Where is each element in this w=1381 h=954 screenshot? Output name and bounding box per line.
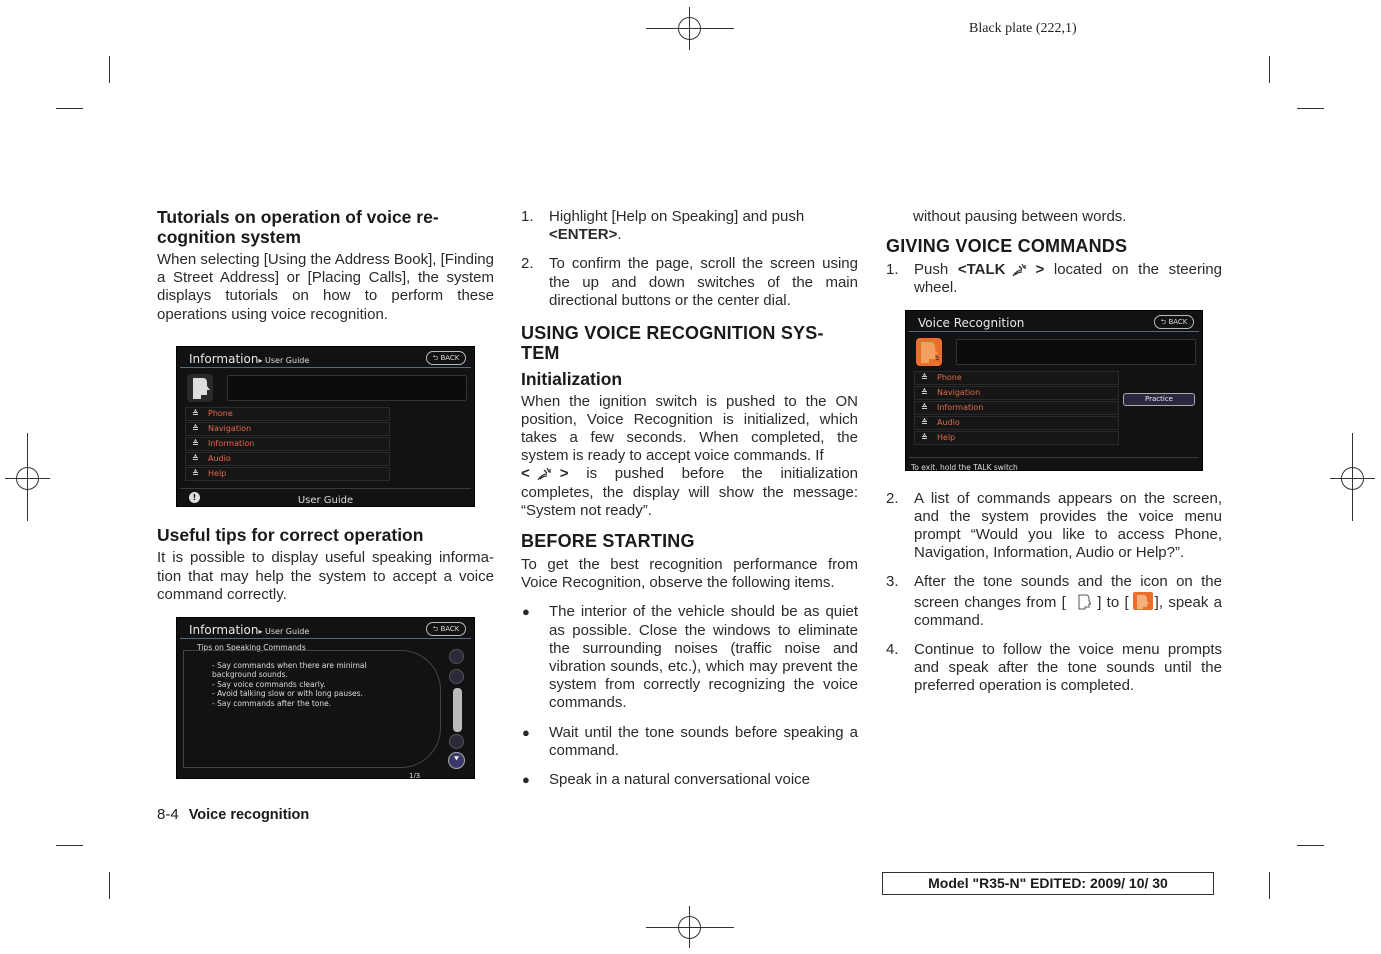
menu-item-phone[interactable]: ≙ Phone bbox=[914, 371, 1119, 385]
user-guide-label: User Guide bbox=[297, 494, 354, 506]
section-giving-voice-commands: GIVING VOICE COMMANDS bbox=[886, 236, 1128, 257]
bullet-item: ● The interior of the vehicle should be as quiet as possible. Close the windows to eliminate the surrounding noises (traffic noise and vibration sounds, etc.), which may prevent the system from correctly recognizing the voice commands. bbox=[522, 603, 858, 712]
info-icon: ! bbox=[189, 492, 200, 503]
before-starting-paragraph: To get the best recognition performance from Voice Recognition, observe the following items. bbox=[521, 555, 858, 592]
tips-panel bbox=[183, 650, 441, 768]
menu-item-information[interactable]: ≙ Information bbox=[914, 401, 1119, 415]
scroll-up-icon[interactable] bbox=[449, 649, 464, 664]
page-number: 8-4 bbox=[157, 806, 179, 823]
voice-head-icon bbox=[187, 374, 213, 402]
screen-title: Voice Recognition bbox=[918, 315, 1025, 330]
bullet-item: ● Wait until the tone sounds before speaking a command. bbox=[522, 723, 858, 759]
back-button[interactable]: ⮌ BACK bbox=[1154, 315, 1194, 329]
step-1: 1. Highlight [Help on Speaking] and push <ENTER>. bbox=[521, 208, 805, 244]
step-3: 3. After the tone sounds and the icon on the screen changes from [ ] to [ ], speak a command. bbox=[886, 573, 1223, 629]
back-button[interactable]: ⮌ BACK bbox=[426, 351, 466, 365]
talk-switch-icon bbox=[1011, 263, 1029, 277]
menu-item-audio[interactable]: ≙ Audio bbox=[914, 416, 1119, 430]
user-guide-screen bbox=[176, 346, 475, 507]
talk-switch-icon bbox=[536, 467, 554, 481]
scroll-down-step-icon[interactable] bbox=[449, 734, 464, 749]
useful-tips-paragraph: It is possible to display useful speaking informa-tion that may help the system to accept a voice command correctly. bbox=[157, 549, 494, 603]
menu-item-navigation[interactable]: ≙ Navigation bbox=[185, 422, 390, 436]
voice-head-icon-active bbox=[916, 338, 942, 366]
initialization-heading: Initialization bbox=[521, 369, 623, 390]
menu-item-phone[interactable]: ≙ Phone bbox=[185, 407, 390, 421]
model-edited-box: Model "R35-N" EDITED: 2009/ 10/ 30 bbox=[882, 872, 1214, 895]
scroll-up-step-icon[interactable] bbox=[449, 669, 464, 684]
tips-panel-title: Tips on Speaking Commands bbox=[197, 642, 306, 652]
initialization-paragraph: When the ignition switch is pushed to the ON position, Voice Recognition is initialized, which takes a few seconds. When completed, the system is ready to accept voice commands. If < > is pushed before the initialization completes, the display will show the message: “System not ready”. bbox=[521, 392, 858, 519]
page-footer bbox=[157, 806, 309, 823]
scroll-down-icon[interactable]: ⯆ bbox=[448, 752, 465, 769]
recognition-display bbox=[227, 375, 467, 401]
menu-item-audio[interactable]: ≙ Audio bbox=[185, 452, 390, 466]
tips-text: - Say commands when there are minimal background sounds. - Say voice commands clearly. - Avoid talking slow or with long pauses. - Say commands after the tone. bbox=[212, 660, 367, 708]
tutorials-paragraph: When selecting [Using the Address Book], [Finding a Street Address] or [Placing Calls], the system displays tutorials on how to perform these operations using voice recognition. bbox=[157, 251, 494, 323]
section-using-voice-recognition: USING VOICE RECOGNITION SYS-TEM bbox=[521, 323, 824, 364]
scrollbar-thumb[interactable] bbox=[453, 688, 462, 732]
enter-key: <ENTER> bbox=[549, 226, 618, 244]
step-2: 2. A list of commands appears on the screen, and the system provides the voice menu prompt “Would you like to access Phone, Navigation, Information, Audio or Help?”. bbox=[886, 489, 1222, 562]
section-name: Voice recognition bbox=[188, 807, 310, 823]
bullet-item: ● Speak in a natural conversational voice bbox=[522, 770, 810, 788]
menu-item-help[interactable]: ≙ Help bbox=[185, 467, 390, 481]
active-head-icon bbox=[1133, 592, 1153, 610]
step-2: 2. To confirm the page, scroll the screen using the up and down switches of the main directional buttons or the center dial. bbox=[521, 255, 858, 309]
column-middle bbox=[521, 206, 858, 789]
useful-tips-heading: Useful tips for correct operation bbox=[157, 524, 424, 545]
column-left bbox=[157, 206, 494, 779]
column-right bbox=[886, 206, 1222, 696]
screen-title: Information▸ User Guide bbox=[189, 351, 310, 366]
recognition-display bbox=[956, 339, 1196, 365]
screen-title: Information▸ User Guide bbox=[189, 622, 310, 637]
tutorials-heading: Tutorials on operation of voice re-cognition system bbox=[157, 207, 439, 247]
plate-label: Black plate (222,1) bbox=[969, 21, 1077, 36]
step-4: 4. Continue to follow the voice menu prompts and speak after the tone sounds until the preferred operation is completed. bbox=[886, 641, 1222, 695]
practice-button[interactable]: Practice bbox=[1123, 393, 1195, 406]
page-indicator: 1/3 bbox=[409, 771, 421, 779]
exit-hint: To exit, hold the TALK switch bbox=[911, 462, 1018, 471]
continued-text: without pausing between words. bbox=[913, 208, 1127, 225]
menu-item-help[interactable]: ≙ Help bbox=[914, 431, 1119, 445]
menu-item-navigation[interactable]: ≙ Navigation bbox=[914, 386, 1119, 400]
section-before-starting: BEFORE STARTING bbox=[521, 530, 695, 551]
back-button[interactable]: ⮌ BACK bbox=[426, 622, 466, 636]
tips-screen bbox=[176, 617, 475, 779]
step-1: 1. Push <TALK > located on the steering wheel. bbox=[886, 261, 1222, 297]
inactive-head-icon bbox=[1077, 594, 1091, 610]
voice-recognition-screen bbox=[905, 310, 1203, 471]
menu-item-information[interactable]: ≙ Information bbox=[185, 437, 390, 451]
